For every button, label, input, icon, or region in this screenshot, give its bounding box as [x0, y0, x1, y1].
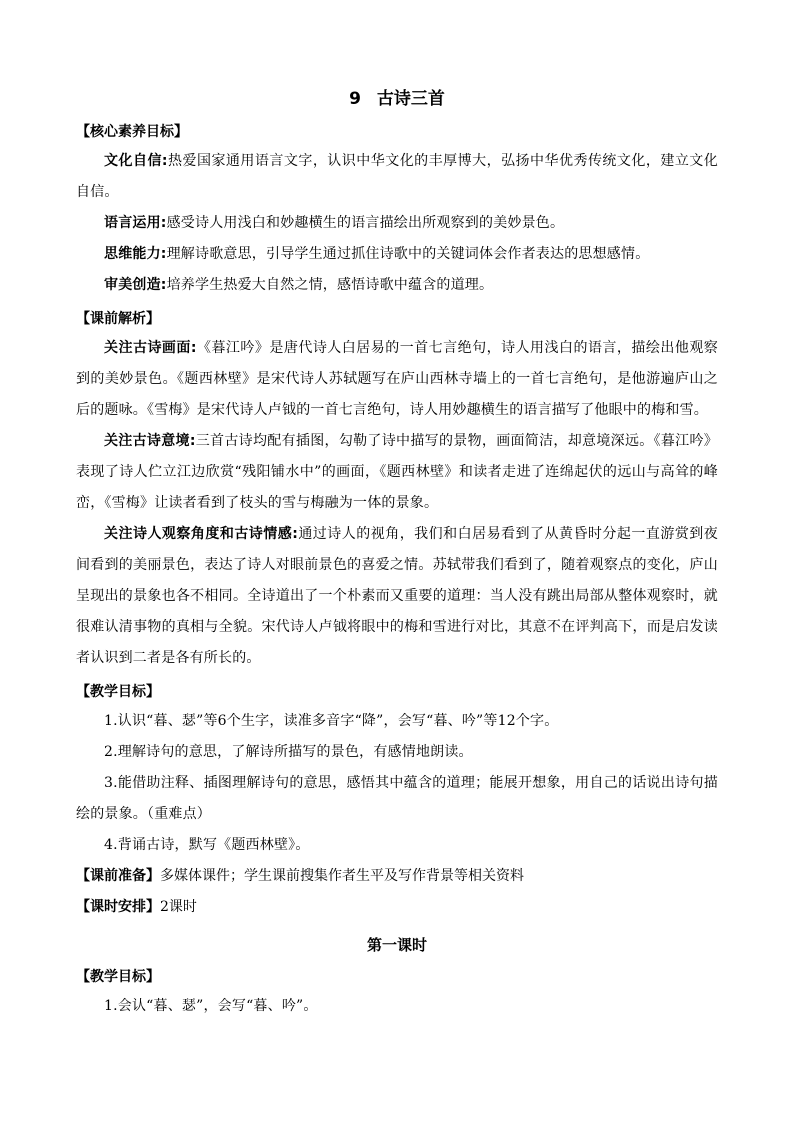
analysis-text: 三首古诗均配有插图，勾勒了诗中描写的景物，画面简洁，却意境深远。《暮江吟》表现了诗人伫立江边欣赏“残阳铺水中”的画面，《题西林壁》和读者走进了连绵起伏的远山与高耸的峰峦，《雪梅》让读者看到了枝头的雪与梅融为一体的景象。	[76, 433, 718, 511]
core-goal-language	[76, 208, 718, 239]
document-content	[76, 86, 718, 1022]
teaching-goal-item: 4.背诵古诗，默写《题西林壁》。	[104, 837, 310, 853]
analysis-mood	[76, 426, 718, 519]
analysis-text: 《暮江吟》是唐代诗人白居易的一首七言绝句，诗人用浅白的语言，描绘出他观察到的美妙景色。《题西林壁》是宋代诗人苏轼题写在庐山西林寺墙上的一首七言绝句，是他游遍庐山之后的题咏。《雪梅》是宋代诗人卢钺的一首七言绝句，诗人用妙趣横生的语言描写了他眼中的梅和雪。	[76, 340, 718, 418]
analysis-label: 关注古诗意境:	[104, 433, 196, 449]
analysis-perspective	[76, 519, 718, 674]
first-lesson-title: 第一课时	[366, 936, 427, 954]
analysis-scene	[76, 333, 718, 426]
analysis-label: 关注古诗画面:	[104, 340, 197, 356]
prep-text: 多媒体课件；学生课前搜集作者生平及写作背景等相关资料	[160, 868, 524, 884]
core-goal-label: 思维能力:	[104, 246, 167, 262]
first-lesson-goals-heading: 【教学目标】	[76, 969, 160, 985]
lesson-title	[76, 86, 718, 112]
schedule-line	[76, 892, 718, 923]
prep-line	[76, 861, 718, 892]
teaching-goal-item: 3.能借助注释、插图理解诗句的意思，感悟其中蕴含的道理；能展开想象，用自己的话说出诗句描绘的景象。（重难点）	[76, 775, 718, 822]
lesson-number: 9	[349, 89, 361, 109]
core-goal-aesthetic	[76, 270, 718, 301]
schedule-text: 2课时	[160, 899, 197, 915]
core-goal-label: 文化自信:	[104, 153, 168, 169]
teaching-goal-item: 2.理解诗句的意思，了解诗所描写的景色，有感情地朗读。	[104, 744, 473, 760]
teaching-goals-heading: 【教学目标】	[76, 684, 160, 700]
first-lesson-goal-item: 1.会认“暮、瑟”，会写“暮、吟”。	[104, 998, 318, 1014]
core-goal-thinking	[76, 239, 718, 270]
analysis-heading: 【课前解析】	[76, 311, 160, 327]
teaching-goal-item: 1.认识“暮、瑟”等6个生字，读准多音字“降”，会写“暮、吟”等12个字。	[104, 713, 559, 729]
schedule-heading: 【课时安排】	[76, 899, 160, 915]
core-goal-culture	[76, 146, 718, 208]
core-goal-label: 语言运用:	[104, 215, 167, 231]
core-goal-text: 感受诗人用浅白和妙趣横生的语言描绘出所观察到的美妙景色。	[166, 215, 565, 231]
core-goal-text: 理解诗歌意思，引导学生通过抓住诗歌中的关键词体会作者表达的思想感情。	[166, 246, 650, 262]
lesson-title-text: 古诗三首	[376, 89, 445, 109]
core-goal-label: 审美创造:	[104, 277, 167, 293]
analysis-label: 关注诗人观察角度和古诗情感:	[104, 526, 299, 542]
prep-heading: 【课前准备】	[76, 868, 160, 884]
core-goals-heading: 【核心素养目标】	[76, 124, 188, 140]
core-goal-text: 培养学生热爱大自然之情，感悟诗歌中蕴含的道理。	[166, 277, 494, 293]
analysis-text: 通过诗人的视角，我们和白居易看到了从黄昏时分起一直游赏到夜间看到的美丽景色，表达了诗人对眼前景色的喜爱之情。苏轼带我们看到了，随着观察点的变化，庐山呈现出的景象也各不相同。全诗道出了一个朴素而又重要的道理：当人没有跳出局部从整体观察时，就很难认清事物的真相与全貌。宋代诗人卢钺将眼中的梅和雪进行对比，其意不在评判高下，而是启发读者认识到二者是各有所长的。	[76, 526, 718, 666]
core-goal-text: 热爱国家通用语言文字，认识中华文化的丰厚博大，弘扬中华优秀传统文化，建立文化自信。	[76, 153, 718, 200]
